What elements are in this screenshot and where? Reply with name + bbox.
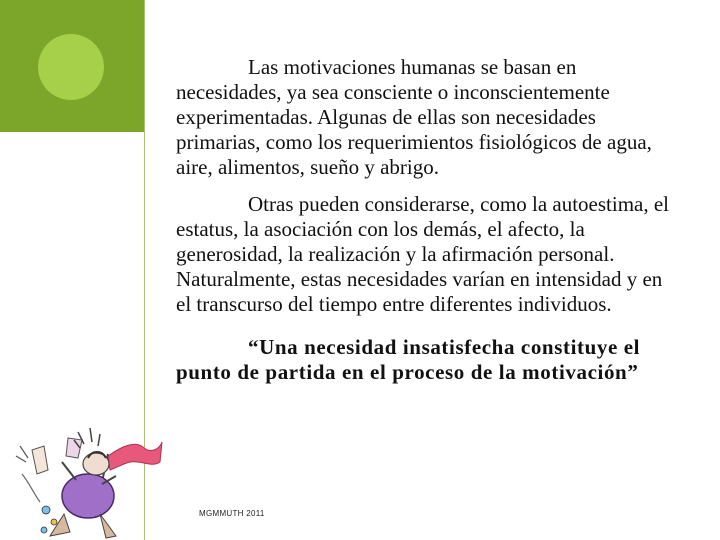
quote [176, 335, 676, 385]
paragraph-1 [176, 55, 676, 180]
footer-credit: MGMMUTH 2011 [199, 509, 265, 518]
paragraph-2 [176, 192, 676, 317]
quote-text: “Una necesidad insatisfecha constituye el punto de partida en el proceso de la motivación” [176, 335, 641, 384]
green-accent-block [0, 0, 144, 132]
cartoon-figure-clipart-icon [4, 418, 164, 540]
circle-decoration-icon [38, 34, 104, 100]
paragraph-1-text: Las motivaciones humanas se basan en necesidades, ya sea consciente o inconscientemente experimentadas. Algunas de ellas son necesidades primarias, como los requerimientos fisiológicos de agua, aire, alimentos, sueño y abrigo. [176, 55, 652, 179]
slide-body [176, 55, 676, 397]
paragraph-2-text: Otras pueden considerarse, como la autoestima, el estatus, la asociación con los demás, el afecto, la generosidad, la realización y la afirmación personal. Naturalmente, estas necesidades varían en intensidad y en el transcurso del tiempo entre diferentes individuos. [176, 192, 670, 316]
